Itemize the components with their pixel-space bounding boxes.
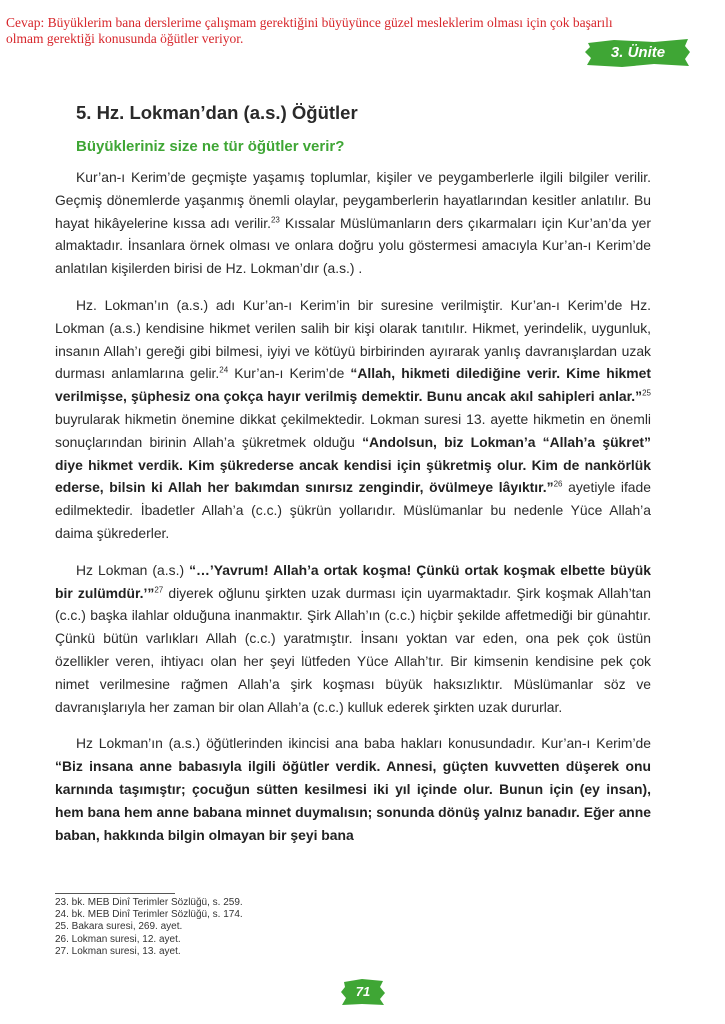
verse-quote: “Allah, hikmeti dilediğine verir. Kime hikmet verilmişse, şüphesiz ona çokça hayır verilmiş demektir. Bunu ancak akıl sahipleri anlar.” [55, 365, 651, 405]
verse-quote: “Andolsun, biz Lokman’a “Allah’a şükret” diye hikmet verdik. Kim şükrederse ancak kendisi için şükretmiş olur. Kim de nankörlük ederse, bilsin ki Allah her bakımdan sınırsız zengindir, övülmeye lâyıktır.” [55, 433, 651, 496]
footnote-item: 25. Bakara suresi, 269. ayet. [55, 921, 183, 933]
footnote-item: 23. bk. MEB Dinî Terimler Sözlüğü, s. 259. [55, 897, 243, 908]
footnote-ref: 24 [219, 365, 229, 375]
text-run: diyerek oğlunu şirkten uzak durması için uyarmaktadır. Şirk koşmak Allah’tan (c.c.) başka ilahlar olduğuna inanmaktır. Şirk Allah’ın (c.c.) hiçbir şekilde affetmediği bir günahtır. Çünkü bütün varlıkları Allah (c.c.) yaratmıştır. İnsanı yoktan var eden, ona pek çok üstün özellikler veren, ihtiyacı olan her şeyi lütfeden Yüce Allah’tır. Bir kimsenin kendisine pek çok nimet verilmesine rağmen Allah’a şirk koşması büyük haksızlıktır. Müslümanlar söz ve davranışlarıyla her zaman bir olan Allah’a (c.c.) kulluk ederek şirkten uzak dururlar. [55, 584, 651, 715]
text-run: Hz Lokman (a.s.) [76, 561, 190, 578]
text-run: ayetiyle ifade edilmektedir. İbadetler Allah’a (c.c.) şükrün yollarıdır. Müslümanlar bu nedenle Yüce Allah’a daima şükrederler. [55, 479, 651, 541]
text-run: Kur’an-ı Kerim’de [228, 365, 351, 382]
text-run: buyrularak hikmetin önemine dikkat çekilmektedir. Lokman suresi 13. ayette hikmetin en önemli sonuçlarından birinin Allah’a şükretmek olduğu [55, 410, 651, 450]
footnote-item: 24. bk. MEB Dinî Terimler Sözlüğü, s. 174. [55, 909, 243, 921]
paragraph-3 [55, 559, 651, 719]
footnote-ref: 23 [270, 214, 280, 224]
body-text [55, 166, 651, 860]
footnote-ref: 26 [553, 479, 563, 489]
text-run: Hz Lokman’ın (a.s.) öğütlerinden ikincisi ana baba hakları konusundadır. Kur’an-ı Kerim’de [76, 735, 651, 752]
page-number: 71 [355, 984, 371, 999]
footnote-ref: 25 [642, 388, 651, 398]
text-run: Kur’an-ı Kerim’de geçmişte yaşamış toplumlar, kişiler ve peygamberlerle ilgili bilgiler verilir. Geçmiş dönemlerde yaşanmış önemli olaylar, peygamberlerin hayatlarından kesitler anlatılır. Bu hayat hikâyelerine kıssa adı verilir. [55, 169, 651, 231]
paragraph-2 [55, 294, 651, 545]
paragraph-4 [55, 732, 651, 846]
unit-tag [584, 38, 692, 68]
text-run: Kıssalar Müslümanların ders çıkarmaları için Kur’an’da yer almaktadır. İnsanlara örnek olması ve onlara doğru yolu göstermesi amacıyla Kur’an-ı Kerim’de anlatılan kişilerden birisi de Hz. Lokman’dır (a.s.) . [55, 214, 651, 277]
footnote-ref: 27 [154, 584, 164, 594]
answer-note: Cevap: Büyüklerim bana derslerime çalışmam gerektiğini büyüyünce güzel mesleklerim olması için çok başarılı olmam gerektiği konusunda öğütler veriyor. [6, 15, 613, 46]
page-number-badge [340, 978, 386, 1006]
footnote-item: 26. Lokman suresi, 12. ayet. [55, 933, 181, 945]
text-run: Hz. Lokman’ın (a.s.) adı Kur’an-ı Kerim’in bir suresine verilmiştir. Kur’an-ı Kerim’de Hz. Lokman (a.s.) kendisine hikmet verilen salih bir kişi olarak tanıtılır. Hikmet, yerindelik, uygunluk, insanın Allah’ı gereği gibi bilmesi, iyiyi ve kötüyü birbirinden ayırarak yanlış davranışlardan uzak durması anlamlarına gelir. [55, 296, 651, 382]
verse-quote: “Biz insana anne babasıyla ilgili öğütler verdik. Annesi, güçten kuvvetten düşerek onu karnında taşımıştır; çocuğun sütten kesilmesi iki yıl içinde olur. Bunun için (ey insan), hem bana hem anne babana minnet duymalısın; sonunda dönüş yalnız banadır. Eğer anne baban, hakkında bilgin olmayan bir şeyi bana [55, 758, 651, 843]
paragraph-1 [55, 166, 651, 280]
footnotes [55, 897, 455, 958]
footnote-item: 27. Lokman suresi, 13. ayet. [55, 945, 181, 957]
verse-quote: “…’Yavrum! Allah’a ortak koşma! Çünkü ortak koşmak elbette büyük bir zulümdür.’” [55, 561, 651, 601]
section-title: 5. Hz. Lokman’dan (a.s.) Öğütler [76, 102, 358, 123]
unit-tag-label: 3. Ünite [610, 44, 666, 61]
question-heading: Büyükleriniz size ne tür öğütler verir? [76, 138, 345, 155]
footnote-divider [55, 893, 175, 894]
